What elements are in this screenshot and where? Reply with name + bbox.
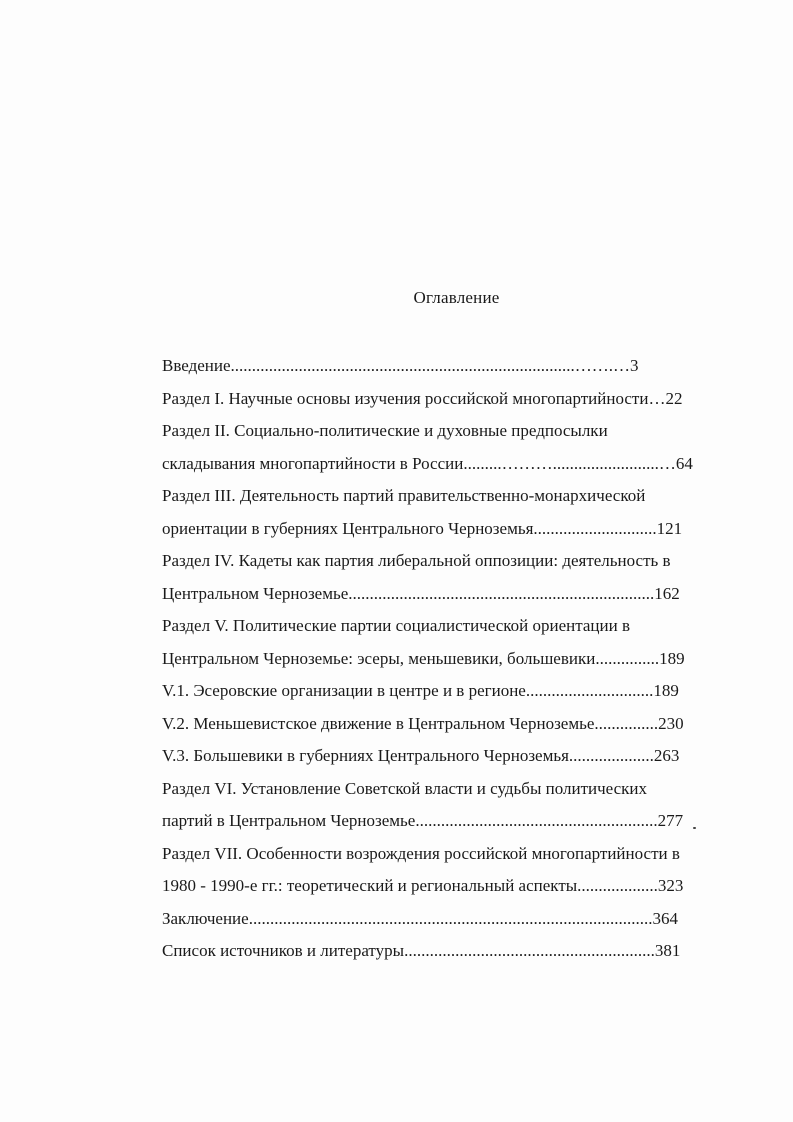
scan-speck [693, 827, 696, 829]
toc-line [162, 480, 762, 513]
toc-text: Раздел VI. Установление Советской власти и судьбы политических [162, 778, 648, 798]
toc-page-number: 3 [630, 356, 639, 375]
toc-text: Список источников и литературы [162, 941, 405, 960]
toc-page-number: 64 [675, 453, 693, 473]
toc-page-number: 189 [653, 681, 679, 700]
toc-line [162, 870, 762, 903]
toc-line [162, 578, 762, 611]
toc-leader: ........................................................................ [348, 583, 655, 603]
toc-text: Раздел V. Политические партии социалистической ориентации в [162, 616, 630, 635]
toc-text: V.2. Меньшевистское движение в Центральном Черноземье [162, 713, 595, 733]
toc-leader: ........................................................... [404, 941, 655, 960]
toc-text: Раздел VII. Особенности возрождения российской многопартийности в [162, 843, 680, 863]
toc-line [162, 350, 762, 383]
toc-page-number: 121 [656, 518, 683, 538]
toc-leader: ............... [595, 648, 660, 668]
toc-line [162, 805, 762, 838]
toc-line [162, 935, 762, 968]
toc-text: Заключение [162, 908, 249, 928]
toc-text: складывания многопартийности в России [162, 453, 464, 473]
toc-line [162, 675, 762, 708]
toc-text: 1980 - 1990-е гг.: теоретический и региональный аспекты [162, 876, 578, 895]
toc-line [162, 643, 762, 676]
toc-text: ориентации в губерниях Центрального Черноземья [162, 518, 534, 538]
toc-line [162, 610, 762, 643]
toc-line [162, 708, 762, 741]
toc-line [162, 903, 762, 936]
page-title: Оглавление [413, 288, 500, 307]
toc-line [162, 740, 762, 773]
toc-page-number: 189 [659, 648, 685, 668]
toc-leader: ............... [594, 713, 659, 733]
toc-line [162, 773, 762, 806]
toc-text: V.1. Эсеровские организации в центре и в регионе [162, 681, 526, 700]
toc-line [162, 448, 762, 481]
toc-text: Раздел III. Деятельность партий правительственно-монархической [162, 486, 646, 505]
toc-leader: .................... [568, 746, 654, 765]
toc-page-number: 364 [652, 908, 678, 928]
toc-page-number: 381 [654, 941, 681, 960]
toc-line [162, 383, 762, 416]
toc-text: Раздел I. Научные основы изучения российской многопартийности… [162, 388, 666, 408]
toc-leader: ......................................................... [415, 811, 658, 830]
toc-leader: ............................. [533, 518, 657, 538]
toc-page-number: 277 [657, 811, 684, 830]
toc-text: Центральном Черноземье [162, 583, 349, 603]
toc-text: V.3. Большевики в губерниях Центрального Черноземья [162, 746, 569, 765]
toc-line [162, 838, 762, 871]
toc-page-number: 22 [665, 388, 683, 408]
toc-line [162, 415, 762, 448]
toc-leader: ............................................................................................... [248, 908, 653, 928]
toc-text: Раздел IV. Кадеты как партия либеральной оппозиции: деятельность в [162, 551, 671, 570]
toc-line [162, 513, 762, 546]
toc-page-number: 162 [654, 583, 680, 603]
toc-leader: ................... [577, 876, 658, 895]
toc-leader: .................................................................................…….… [230, 356, 631, 375]
table-of-contents [162, 350, 762, 968]
toc-text: Введение [162, 356, 231, 375]
toc-text: партий в Центральном Черноземье [162, 811, 416, 830]
toc-text: Центральном Черноземье: эсеры, меньшевики, большевики [162, 648, 596, 668]
toc-line [162, 545, 762, 578]
toc-leader: .............................. [525, 681, 654, 700]
toc-page-number: 323 [657, 876, 684, 895]
toc-page-number: 230 [658, 713, 684, 733]
toc-leader: .........……….........................… [463, 453, 676, 473]
toc-page-number: 263 [653, 746, 680, 765]
toc-text: Раздел II. Социально-политические и духовные предпосылки [162, 421, 608, 440]
